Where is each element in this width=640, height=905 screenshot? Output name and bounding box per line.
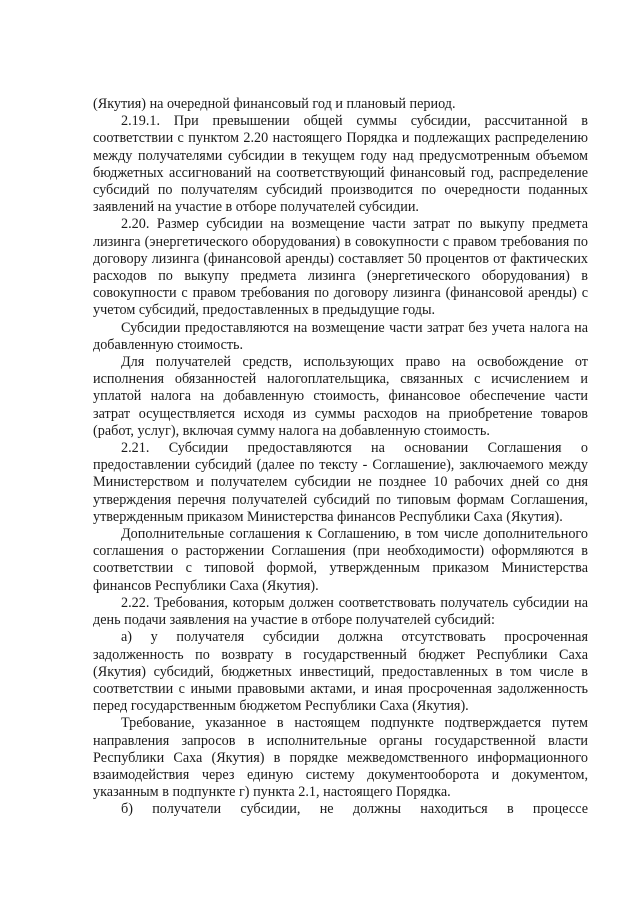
paragraph-subpoint-a: а) у получателя субсидии должна отсутствовать просроченная задолженность по возврату в государственный бюджет Республики Саха (Якутия) субсидий, бюджетных инвестиций, предоставленных в том числе в соответствии с иными правовыми актами, и иная просроченная задолженность перед государственным бюджетом Республики Саха (Якутия). [93,629,588,715]
paragraph-vat-exclusion: Субсидии предоставляются на возмещение части затрат без учета налога на добавленную стоимость. [93,319,588,353]
paragraph-2-19-1: 2.19.1. При превышении общей суммы субсидии, рассчитанной в соответствии с пунктом 2.20 настоящего Порядка и подлежащих распределению между получателями субсидии в текущем году над предусмотренным объемом бюджетных ассигнований на соответствующий финансовый год, распределение субсидий по получателям субсидий производится по очередности поданных заявлений на участие в отборе получателей субсидии. [93,113,588,216]
paragraph-2-20: 2.20. Размер субсидии на возмещение части затрат по выкупу предмета лизинга (энергетического оборудования) в совокупности с правом требования по договору лизинга (финансовой аренды) составляет 50 процентов от фактических расходов по выкупу предмета лизинга (энергетического оборудования) в совокупности с правом требования по договору лизинга (финансовой аренды) с учетом субсидий, предоставленных в предыдущие годы. [93,216,588,319]
paragraph-2-21: 2.21. Субсидии предоставляются на основании Соглашения о предоставлении субсидий (далее по тексту - Соглашение), заключаемого между Министерством и получателем субсидии не позднее 10 рабочих дней со дня утверждения перечня получателей субсидий по типовым формам Соглашения, утвержденным приказом Министерства финансов Республики Саха (Якутия). [93,440,588,525]
paragraph-2-22: 2.22. Требования, которым должен соответствовать получатель субсидии на день подачи заявления на участие в отборе получателей субсидий: [93,594,588,629]
paragraph-requirement-confirmation: Требование, указанное в настоящем подпункте подтверждается путем направления запросов в исполнительные органы государственной власти Республики Саха (Якутия) в порядке межведомственного информационного взаимодействия через единую систему документооборота и документом, указанным в подпункте г) пункта 2.1, настоящего Порядка. [93,715,588,801]
paragraph-additional-agreements: Дополнительные соглашения к Соглашению, в том числе дополнительного соглашения о расторжении Соглашения (при необходимости) оформляются в соответствии с типовой формой, утвержденным приказом Министерства финансов Республики Саха (Якутия). [93,526,588,594]
paragraph-continuation: (Якутия) на очередной финансовый год и плановый период. [93,96,456,112]
paragraph-subpoint-b: б) получатели субсидии, не должны находиться в процессе [121,801,588,818]
paragraph-vat-exempt: Для получателей средств, использующих право на освобождение от исполнения обязанностей налогоплательщика, связанных с исчислением и уплатой налога на добавленную стоимость, финансовое обеспечение части затрат осуществляется исходя из суммы расходов на приобретение товаров (работ, услуг), включая сумму налога на добавленную стоимость. [93,354,588,439]
